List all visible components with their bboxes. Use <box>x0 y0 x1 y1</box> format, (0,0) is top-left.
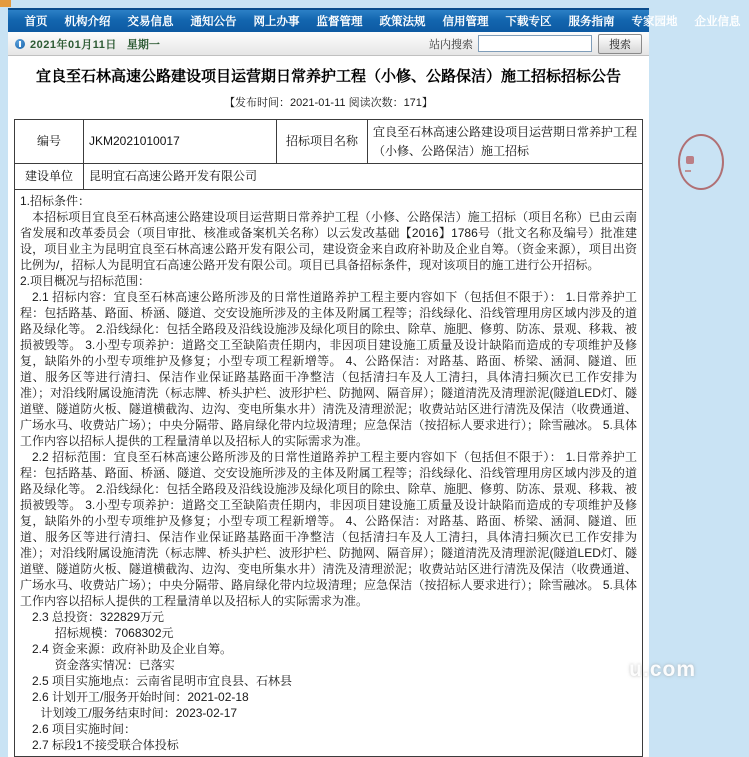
cell-value-project-name: 宜良至石林高速公路建设项目运营期日常养护工程（小修、公路保洁）施工招标 <box>368 120 643 164</box>
project-info-table <box>14 119 643 757</box>
body-paragraph: 计划竣工/服务结束时间：2023-02-17 <box>40 705 238 720</box>
body-paragraph: 2.项目概况与招标范围： <box>20 273 151 288</box>
site-search-button[interactable]: 搜索 <box>598 34 642 54</box>
corner-decoration <box>0 0 11 7</box>
body-paragraph: 1.招标条件： <box>20 193 91 208</box>
body-paragraph: 本招标项目宜良至石林高速公路建设项目运营期日常养护工程（小修、公路保洁）施工招标（项目名称）已由云南省发展和改革委员会（项目审批、核准或备案机关名称）以云发改基础【2016】1786号（批文名称及编号）批准建设，项目业主为昆明宜良至石林高速公路开发有限公司，建设资金来自政府补助及企业自筹。（资金来源），项目出资比例为/，招标人为昆明宜石高速公路开发有限公司。项目已具备招标条件，现对该项目的施工进行公开招标。 <box>20 209 637 272</box>
calendar-icon <box>15 39 25 49</box>
body-paragraph: 2.6 项目实施时间： <box>32 721 137 736</box>
nav-item-7[interactable]: 政策法规 <box>379 16 426 28</box>
nav-item-11[interactable]: 专家园地 <box>631 16 678 28</box>
cell-label-project-name: 招标项目名称 <box>277 120 368 164</box>
cell-value-number: JKM2021010017 <box>84 120 277 164</box>
table-row <box>15 164 643 190</box>
nav-item-2[interactable]: 机构介绍 <box>64 16 111 28</box>
nav-item-4[interactable]: 通知公告 <box>190 16 237 28</box>
body-paragraph: 2.1 招标内容：宜良至石林高速公路所涉及的日常性道路养护工程主要内容如下（包括但不限于）： 1.日常养护工程：包括路基、路面、桥涵、隧道、交安设施所涉及的主体及附属工程等；沿线绿化、沿线管理用房区域内涉及的道路及绿化等。 2.沿线绿化：包括全路段及沿线设施涉及绿化项目的除虫、除草、施肥、修剪、防冻、景观、移栽、被损被毁等。 3.小型专项养护：道路交工至缺陷责任期内，非因项目建设施工质量及设计缺陷而造成的专项维护及修复，缺陷外的小型专项维护及修复；小型专项工程新增等。 4、公路保洁：对路基、路面、桥梁、涵洞、隧道、匝道、服务区等进行清扫、保洁作业保证路基路面干净整洁（包括清扫车及人工清扫，具体清扫频次已工作安排为准）；对沿线附属设施清洗（标志牌、桥头护栏、波形护栏、防抛网、隔音屏）；隧道清洗及清理淤泥(隧道LED灯、隧道壁、隧道防火板、隧道横截沟、边沟、变电所集水井）清洗及清理淤泥；收费站站区进行清洗及保洁（收费通道、广场水马、收费站广场）；中央分隔带、路肩绿化带内垃圾清理；应急保洁（按招标人要求进行）；除雪融冰。 5.具体工作内容以招标人提供的工程量清单以及招标人的实际需求为准。 <box>20 289 637 448</box>
announcement-sheet <box>8 56 649 757</box>
announcement-body <box>20 193 637 753</box>
page-date: 2021年01月11日 <box>30 38 117 51</box>
cell-value-owner-unit: 昆明宜石高速公路开发有限公司 <box>84 164 643 190</box>
table-row <box>15 189 643 756</box>
body-paragraph: 招标规模：7068302元 <box>54 625 174 640</box>
watermark-text: u.com <box>629 658 696 681</box>
nav-item-12[interactable]: 企业信息 <box>694 16 741 28</box>
table-row <box>15 120 643 164</box>
body-paragraph: 2.3 总投资：322829万元 <box>32 609 165 624</box>
body-paragraph: 2.6 计划开工/服务开始时间：2021-02-18 <box>32 689 249 704</box>
nav-item-8[interactable]: 信用管理 <box>442 16 489 28</box>
publish-meta: 【发布时间：2021-01-11 阅读次数：171】 <box>224 97 433 109</box>
site-search-label: 站内搜索 <box>429 38 473 51</box>
page-weekday: 星期一 <box>126 38 160 51</box>
official-seal-stamp <box>678 134 724 190</box>
nav-item-1[interactable]: 首页 <box>24 16 48 28</box>
body-paragraph: 2.7 标段1不接受联合体投标 <box>32 737 179 752</box>
nav-item-3[interactable]: 交易信息 <box>127 16 174 28</box>
body-paragraph: 2.2 招标范围：宜良至石林高速公路所涉及的日常性道路养护工程主要内容如下（包括但不限于）： 1.日常养护工程：包括路基、路面、桥涵、隧道、交安设施所涉及的主体及附属工程等；沿线绿化、沿线管理用房区域内涉及的道路及绿化等。 2.沿线绿化：包括全路段及沿线设施涉及绿化项目的除虫、除草、施肥、修剪、防冻、景观、移栽、被损被毁等。 3.小型专项养护：道路交工至缺陷责任期内，非因项目建设施工质量及设计缺陷而造成的专项维护及修复，缺陷外的小型专项维护及修复；小型专项工程新增等。 4、公路保洁：对路基、路面、桥梁、涵洞、隧道、匝道、服务区等进行清扫、保洁作业保证路基路面干净整洁（包括清扫车及人工清扫，具体清扫频次已工作安排为准）；对沿线附属设施清洗（标志牌、桥头护栏、波形护栏、防抛网、隔音屏）；隧道清洗及清理淤泥(隧道LED灯、隧道壁、隧道防火板、隧道横截沟、边沟、变电所集水井）清洗及清理淤泥；收费站站区进行清洗及保洁（收费通道、广场水马、收费站广场）；中央分隔带、路肩绿化带内垃圾清理；应急保洁（按招标人要求进行）；除雪融冰。 5.具体工作内容以招标人提供的工程量清单以及招标人的实际需求为准。 <box>20 449 637 608</box>
nav-item-5[interactable]: 网上办事 <box>253 16 300 28</box>
nav-item-10[interactable]: 服务指南 <box>568 16 615 28</box>
body-paragraph: 2.5 项目实施地点：云南省昆明市宜良县、石林县 <box>32 673 293 688</box>
cell-label-owner-unit: 建设单位 <box>15 164 84 190</box>
date-search-bar <box>8 32 649 56</box>
nav-item-6[interactable]: 监督管理 <box>316 16 363 28</box>
site-search-input[interactable] <box>478 35 592 52</box>
watermark <box>629 658 696 682</box>
nav-bar <box>8 8 741 32</box>
cell-label-number: 编号 <box>15 120 84 164</box>
announcement-body-cell <box>15 189 643 756</box>
page-title: 宜良至石林高速公路建设项目运营期日常养护工程（小修、公路保洁）施工招标招标公告 <box>35 68 621 85</box>
nav-item-9[interactable]: 下载专区 <box>505 16 552 28</box>
body-paragraph: 资金落实情况：已落实 <box>54 657 175 672</box>
body-paragraph: 2.4 资金来源：政府补助及企业自筹。 <box>32 641 233 656</box>
